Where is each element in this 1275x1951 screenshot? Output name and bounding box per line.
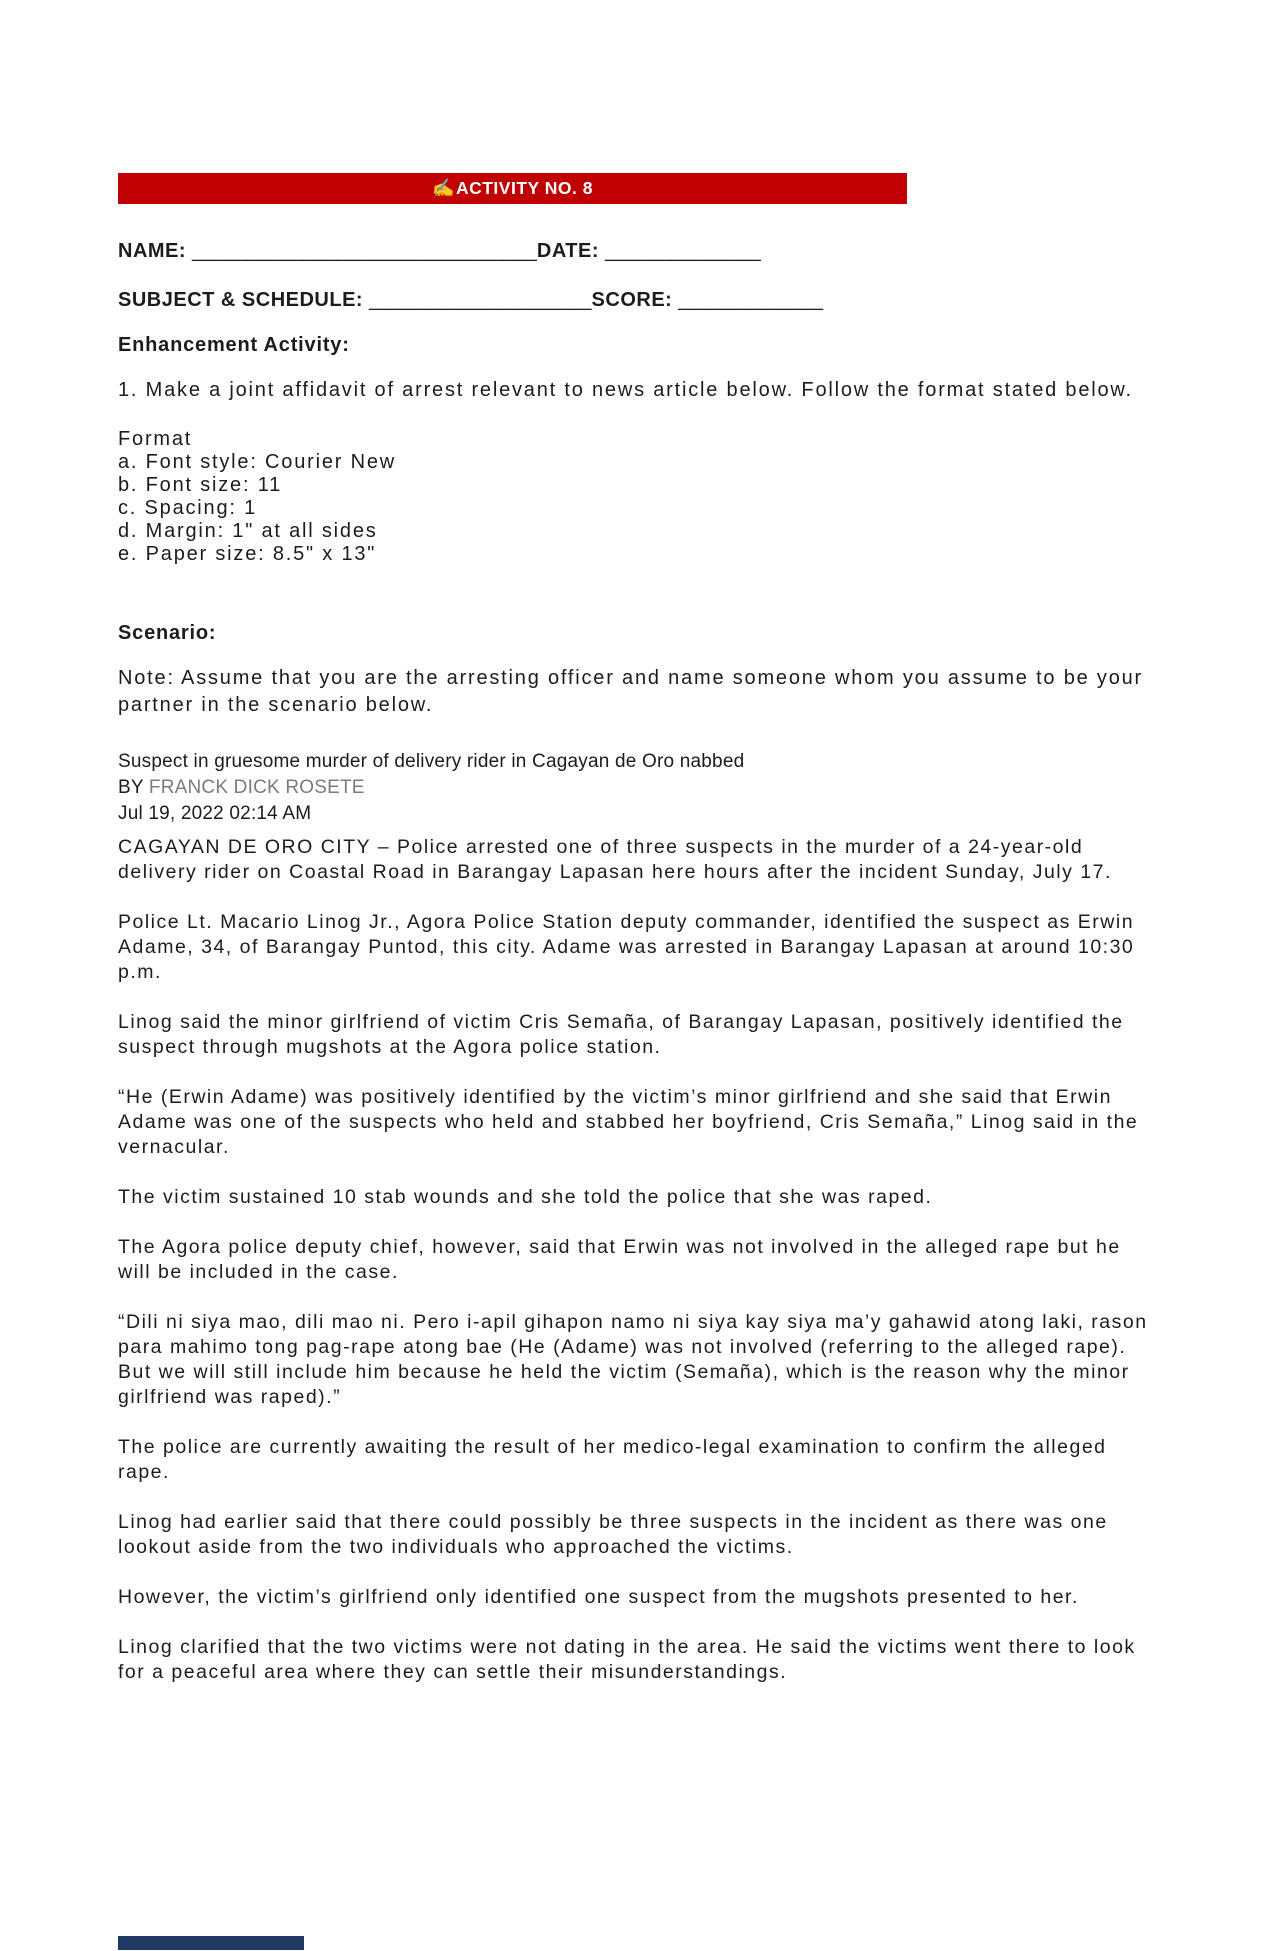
article-title: Suspect in gruesome murder of delivery rider in Cagayan de Oro nabbed <box>118 751 745 772</box>
article-paragraph: Linog had earlier said that there could possibly be three suspects in the incident as there was one lookout aside from the two individuals who approached the victims. <box>118 1511 1108 1558</box>
enhancement-activity-heading: Enhancement Activity: <box>118 334 350 356</box>
score-label: SCORE: <box>591 289 673 311</box>
subject-score-row <box>118 289 1157 312</box>
article-paragraph: Linog clarified that the two victims were not dating in the area. He said the victims went there to look for a peaceful area where they can settle their misunderstandings. <box>118 1636 1136 1683</box>
writing-hand-icon: ✍ <box>432 178 455 198</box>
article-paragraph: However, the victim’s girlfriend only identified one suspect from the mugshots presented to her. <box>118 1586 1079 1608</box>
byline-prefix: BY <box>118 777 149 798</box>
date-blank-line: ______________ <box>605 240 761 262</box>
name-blank-line: _______________________________ <box>192 240 537 262</box>
subject-schedule-label: SUBJECT & SCHEDULE: <box>118 289 364 311</box>
footer-accent-bar <box>118 1936 304 1950</box>
date-label: DATE: <box>536 240 599 262</box>
format-item-paper-size: e. Paper size: 8.5" x 13" <box>118 543 377 565</box>
format-item-spacing: c. Spacing: 1 <box>118 497 258 519</box>
byline-author: FRANCK DICK ROSETE <box>148 777 365 798</box>
article-paragraph: Linog said the minor girlfriend of victim Cris Semaña, of Barangay Lapasan, positively identified the suspect through mugshots at the Agora police station. <box>118 1011 1124 1058</box>
format-block <box>118 428 1157 566</box>
score-blank-line: _____________ <box>678 289 823 311</box>
article-paragraph: The Agora police deputy chief, however, said that Erwin was not involved in the alleged rape but he will be included in the case. <box>118 1236 1121 1283</box>
instruction-paragraph: 1. Make a joint affidavit of arrest relevant to news article below. Follow the format stated below. <box>118 379 1133 401</box>
page-content <box>118 173 1157 1685</box>
article-paragraph: Police Lt. Macario Linog Jr., Agora Police Station deputy commander, identified the suspect as Erwin Adame, 34, of Barangay Puntod, this city. Adame was arrested in Barangay Lapasan at around 10:30 p.m. <box>118 911 1135 983</box>
format-item-font-style: a. Font style: Courier New <box>118 451 396 473</box>
name-label: NAME: <box>118 240 187 262</box>
news-article <box>118 749 1157 1685</box>
article-date: Jul 19, 2022 02:14 AM <box>118 803 312 824</box>
scenario-heading: Scenario: <box>118 622 217 644</box>
activity-banner <box>118 173 907 204</box>
article-paragraph: “Dili ni siya mao, dili mao ni. Pero i-apil gihapon namo ni siya kay siya ma’y gahawid atong laki, rason para mahimo tong pag-rape atong bae (He (Adame) was not involved (referring to the alleged rape). But we will still include him because he held the victim (Semaña), which is the reason why the minor girlfriend was raped).” <box>118 1311 1148 1408</box>
subject-blank-line: ____________________ <box>369 289 592 311</box>
scenario-note-paragraph: Note: Assume that you are the arresting officer and name someone whom you assume to be your partner in the scenario below. <box>118 667 1144 716</box>
format-title: Format <box>118 428 193 450</box>
activity-banner-title: ACTIVITY NO. 8 <box>455 178 593 198</box>
article-paragraph: CAGAYAN DE ORO CITY – Police arrested one of three suspects in the murder of a 24-year-old delivery rider on Coastal Road in Barangay Lapasan here hours after the incident Sunday, July 17. <box>118 836 1112 883</box>
format-item-font-size: b. Font size: 11 <box>118 474 283 496</box>
article-paragraph: “He (Erwin Adame) was positively identified by the victim’s minor girlfriend and she said that Erwin Adame was one of the suspects who held and stabbed her boyfriend, Cris Semaña,” Linog said in the vernacular. <box>118 1086 1139 1158</box>
article-byline <box>118 775 1157 801</box>
format-item-margin: d. Margin: 1" at all sides <box>118 520 378 542</box>
name-date-row <box>118 240 1157 263</box>
article-paragraph: The police are currently awaiting the result of her medico-legal examination to confirm the alleged rape. <box>118 1436 1107 1483</box>
article-paragraph: The victim sustained 10 stab wounds and she told the police that she was raped. <box>118 1186 933 1208</box>
article-body <box>118 835 1157 1685</box>
